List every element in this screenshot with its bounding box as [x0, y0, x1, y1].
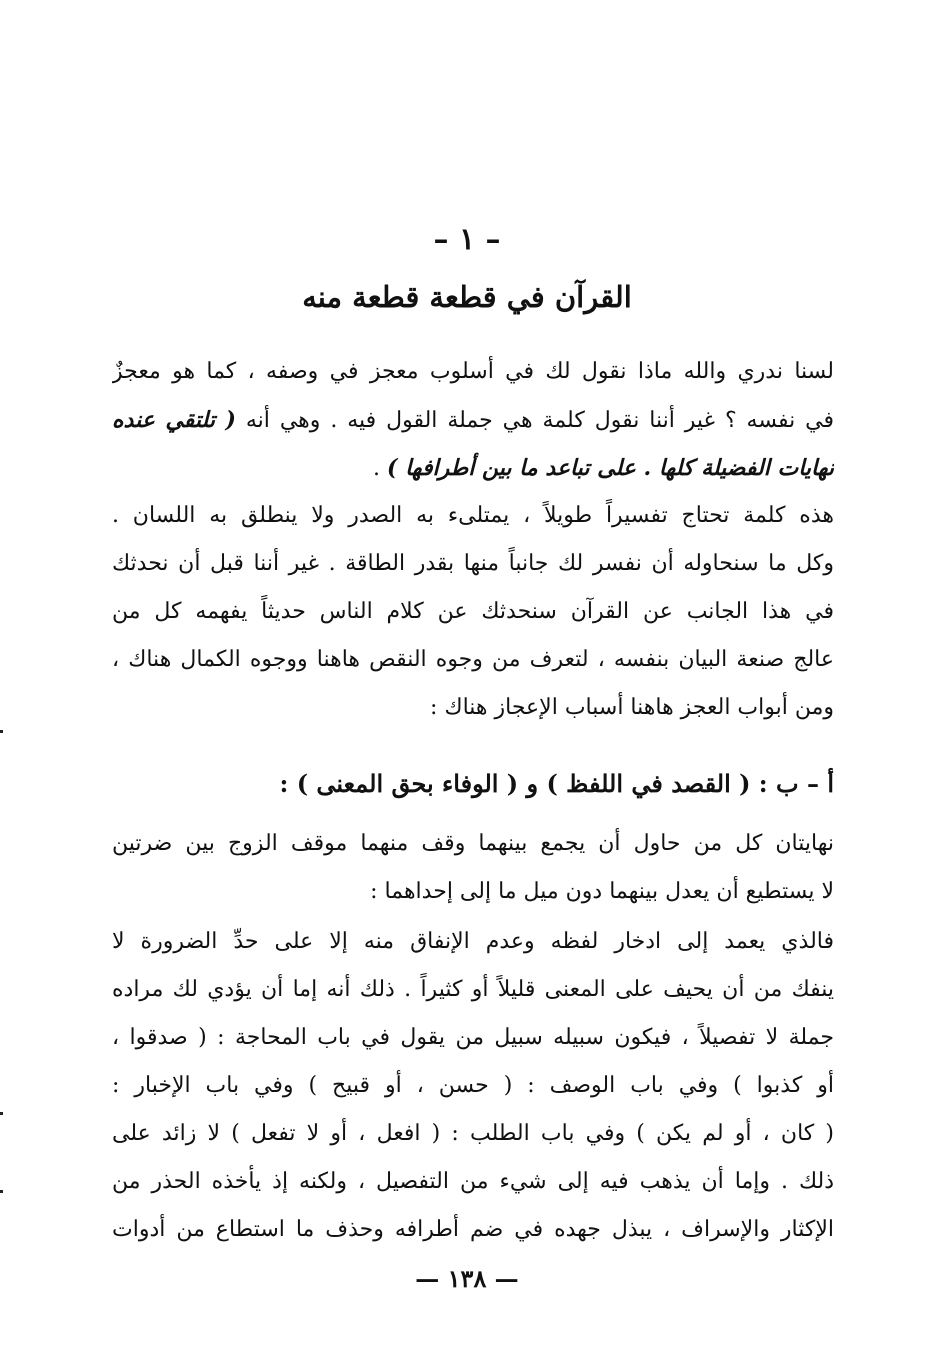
- paragraph-1: [112, 492, 834, 732]
- paragraph-3-line: ذلك . وإما أن يذهب فيه إلى شيء من التفصيل ، ولكنه إذ يأخذه الحذر من: [112, 1169, 834, 1194]
- intro-line-2-text: في نفسه ؟ غير أننا نقول كلمة هي جملة القول فيه . وهي أنه: [245, 408, 834, 433]
- chapter-title: القرآن في قطعة قطعة منه: [302, 280, 632, 314]
- paragraph-1-line: عالج صنعة البيان بنفسه ، لتعرف من وجوه النقص هاهنا ووجوه الكمال هناك ،: [112, 647, 834, 672]
- intro-emphasis-start: ( تلتقي عنده: [112, 407, 236, 433]
- chapter-number: – ١ –: [433, 222, 501, 257]
- paragraph-3-line: ( كان ، أو لم يكن ) وفي باب الطلب : ( افعل ، أو لا تفعل ) لا زائد على: [112, 1121, 834, 1146]
- page-number: — ١٣٨ —: [415, 1264, 519, 1293]
- section-heading: أ – ب : ( القصد في اللفظ ) و ( الوفاء بحق المعنى ) :: [279, 769, 834, 798]
- paragraph-2: [112, 820, 834, 916]
- paragraph-2-line: نهايتان كل من حاول أن يجمع بينهما وقف منهما موقف الزوج بين ضرتين: [112, 831, 834, 856]
- paragraph-1-line: هذه كلمة تحتاج تفسيراً طويلاً ، يمتلىء به الصدر ولا ينطلق به اللسان .: [112, 503, 834, 528]
- paragraph-1-line: في هذا الجانب عن القرآن سنحدثك عن كلام الناس حديثاً يفهمه كل من: [112, 599, 834, 624]
- margin-mark: [0, 1190, 3, 1193]
- intro-line-3: [112, 444, 834, 492]
- paragraph-3-line: جملة لا تفصيلاً ، فيكون سبيله سبيل من يقول في باب المحاجة : ( صدقوا ،: [112, 1025, 834, 1050]
- paragraph-3-line: فالذي يعمد إلى ادخار لفظه وعدم الإنفاق منه إلا على حدِّ الضرورة لا: [112, 929, 834, 954]
- intro-line-3-period: .: [373, 456, 388, 481]
- paragraph-3-line: الإكثار والإسراف ، يبذل جهده في ضم أطرافه وحذف ما استطاع من أدوات: [112, 1217, 834, 1242]
- paragraph-2-line: لا يستطيع أن يعدل بينهما دون ميل ما إلى إحداهما :: [370, 879, 834, 904]
- paragraph-1-line: ومن أبواب العجز هاهنا أسباب الإعجاز هناك :: [430, 695, 834, 720]
- intro-line-2: [112, 396, 834, 444]
- intro-line-1: لسنا ندري والله ماذا نقول لك في أسلوب معجز في وصفه ، كما هو معجزٌ: [112, 359, 834, 384]
- paragraph-1-line: وكل ما سنحاوله أن نفسر لك جانباً منها بقدر الطاقة . غير أننا قبل أن نحدثك: [112, 551, 834, 576]
- margin-mark: [0, 1112, 3, 1115]
- paragraph-3: [112, 918, 834, 1254]
- paragraph-3-line: أو كذبوا ) وفي باب الوصف : ( حسن ، أو قبيح ) وفي باب الإخبار :: [112, 1073, 834, 1098]
- margin-mark: [0, 730, 3, 733]
- intro-emphasis-end: نهايات الفضيلة كلها . على تباعد ما بين أطرافها ): [387, 455, 834, 481]
- intro-paragraph: [112, 348, 834, 492]
- paragraph-3-line: ينفك من أن يحيف على المعنى قليلاً أو كثيراً . ذلك أنه إما أن يؤدي لك مراده: [112, 977, 834, 1002]
